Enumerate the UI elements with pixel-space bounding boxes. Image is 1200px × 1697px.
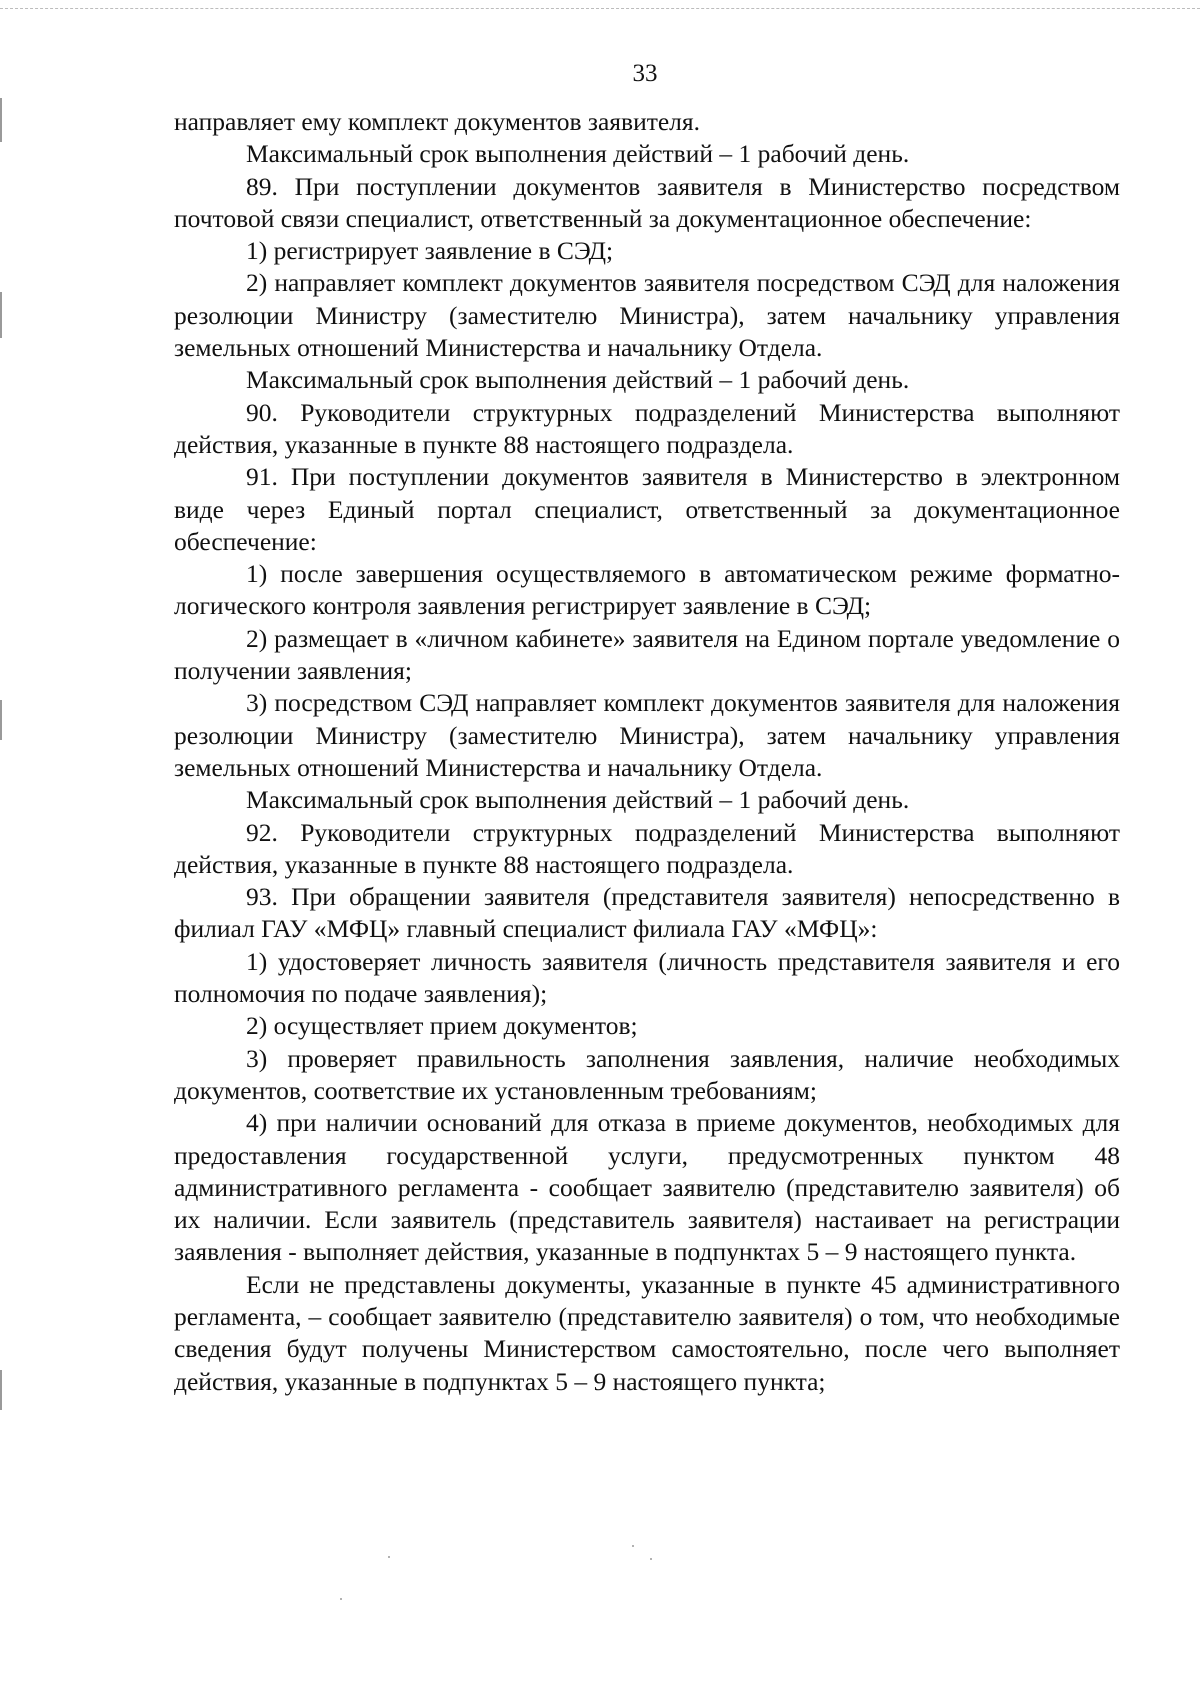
paragraph: 92. Руководители структурных подразделений Министерства выполняют действия, указанные в пункте 88 настоящего подраздела. <box>174 817 1120 879</box>
scan-top-edge-line <box>0 8 1200 9</box>
scan-left-edge-mark <box>0 1370 2 1410</box>
paragraph: 2) размещает в «личном кабинете» заявителя на Едином портале уведомление о получении заявления; <box>174 623 1120 686</box>
paragraph: направляет ему комплект документов заявителя. <box>174 107 701 136</box>
scan-left-edge-mark <box>0 98 2 142</box>
paragraph: 93. При обращении заявителя (представителя заявителя) непосредственно в филиал ГАУ «МФЦ» главный специалист филиала ГАУ «МФЦ»: <box>174 882 1120 944</box>
scan-speck <box>632 1545 634 1547</box>
paragraph: 2) направляет комплект документов заявителя посредством СЭД для наложения резолюции Министру (заместителю Министра), затем начальнику управления земельных отношений Министерства и начальнику Отдела. <box>174 268 1120 363</box>
paragraph: 4) при наличии оснований для отказа в приеме документов, необходимых для предоставления государственной услуги, предусмотренных пунктом 48 административного регламента - сообщает заявителю (представителю заявителя) об их наличии. Если заявитель (представитель заявителя) настаивает на регистрации заявления - выполняет действия, указанные в подпунктах 5 – 9 настоящего пункта. <box>174 1108 1120 1267</box>
paragraph: 1) регистрирует заявление в СЭД; <box>246 236 614 266</box>
scan-speck <box>340 1598 342 1600</box>
document-body <box>174 106 1120 1398</box>
paragraph: Максимальный срок выполнения действий – 1 рабочий день. <box>246 139 910 169</box>
paragraph: 3) проверяет правильность заполнения заявления, наличие необходимых документов, соответствие их установленным требованиям; <box>174 1043 1120 1105</box>
paragraph: 91. При поступлении документов заявителя в Министерство в электронном виде через Единый портал специалист, ответственный за документационное обеспечение: <box>174 462 1120 556</box>
page-number: 33 <box>632 60 658 87</box>
paragraph: Максимальный срок выполнения действий – 1 рабочий день. <box>246 785 910 815</box>
paragraph: 2) осуществляет прием документов; <box>246 1011 638 1041</box>
paragraph: 1) после завершения осуществляемого в автоматическом режиме форматно-логического контроля заявления регистрирует заявление в СЭД; <box>174 559 1120 621</box>
scan-left-edge-mark <box>0 292 2 338</box>
paragraph: 1) удостоверяет личность заявителя (личность представителя заявителя и его полномочия по подаче заявления); <box>174 946 1120 1009</box>
scan-speck <box>388 1556 390 1558</box>
scan-speck <box>650 1558 652 1560</box>
paragraph: Максимальный срок выполнения действий – 1 рабочий день. <box>246 365 910 395</box>
paragraph: 90. Руководители структурных подразделений Министерства выполняют действия, указанные в пункте 88 настоящего подраздела. <box>174 397 1120 459</box>
scan-left-edge-mark <box>0 700 2 740</box>
paragraph: Если не представлены документы, указанные в пункте 45 административного регламента, – сообщает заявителю (представителю заявителя) о том, что необходимые сведения будут получены Министерством самостоятельно, после чего выполняет действия, указанные в подпунктах 5 – 9 настоящего пункта; <box>174 1269 1120 1396</box>
paragraph: 3) посредством СЭД направляет комплект документов заявителя для наложения резолюции Министру (заместителю Министра), затем начальнику управления земельных отношений Министерства и начальнику Отдела. <box>174 688 1120 782</box>
paragraph: 89. При поступлении документов заявителя в Министерство посредством почтовой связи специалист, ответственный за документационное обеспечение: <box>174 171 1120 233</box>
